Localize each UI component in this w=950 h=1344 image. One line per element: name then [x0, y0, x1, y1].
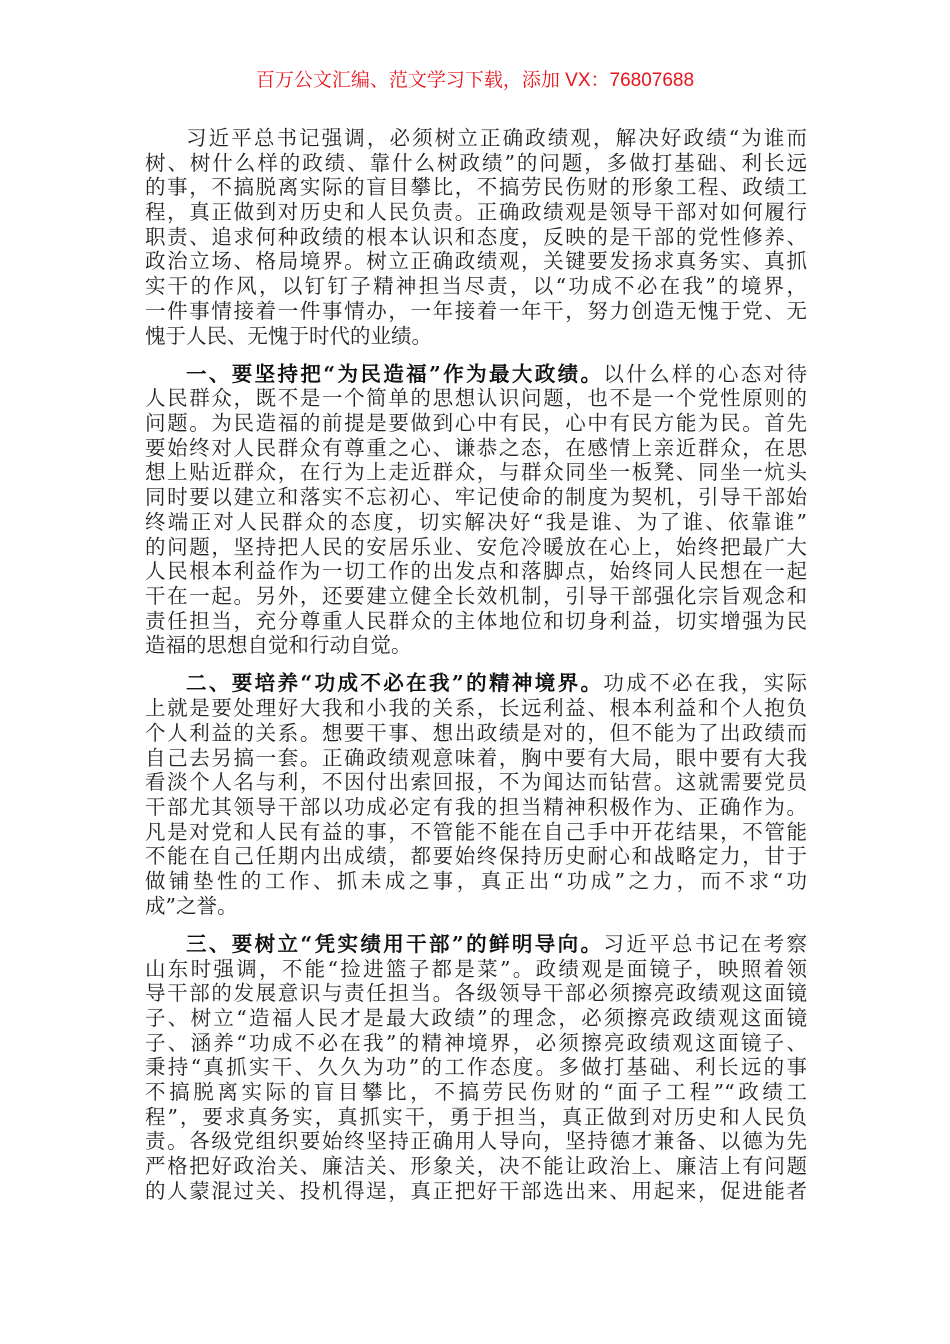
line-text: 人民群众，既不是一个简单的思想认识问题，也不是一个党性原则的: [145, 386, 807, 411]
line-text: 实干的作风，以钉钉子精神担当尽责，以“功成不必在我”的境界，: [145, 274, 807, 299]
line-text: 职责、追求何种政绩的根本认识和态度，反映的是干部的党性修养、: [145, 224, 807, 249]
text-line: [145, 696, 807, 721]
text-line: [145, 225, 807, 250]
line-text: 个人利益的关系。想要干事、想出政绩是对的，但不能为了出政绩而: [145, 720, 807, 745]
line-text: 树、树什么样的政绩、靠什么树政绩”的问题，多做打基础、利长远: [145, 150, 807, 175]
text-line: [145, 200, 807, 225]
text-line: [145, 126, 807, 151]
text-line: [145, 932, 807, 957]
intro-paragraph: [145, 126, 807, 348]
text-line: [145, 957, 807, 982]
line-text: 一件事情接着一件事情办，一年接着一年干，努力创造无愧于党、无: [145, 298, 807, 323]
line-text: 问题。为民造福的前提是要做到心中有民，心中有民方能为民。首先: [145, 411, 807, 436]
text-line: [145, 1179, 807, 1204]
text-line: [145, 770, 807, 795]
section-paragraph: [145, 932, 807, 1204]
text-line: [145, 584, 807, 609]
text-line: [145, 274, 807, 299]
text-line: [145, 869, 807, 894]
line-text: 政治立场、格局境界。树立正确政绩观，关键要发扬求真务实、真抓: [145, 249, 807, 274]
section-heading: 一、要坚持把“为民造福”作为最大政绩。: [186, 361, 604, 386]
text-line: [145, 460, 807, 485]
line-text: 习近平总书记在考察: [603, 931, 807, 956]
line-text: 不能在自己任期内出成绩，都要始终保持历史耐心和战略定力，甘于: [145, 844, 807, 869]
text-line: [145, 721, 807, 746]
text-line: [145, 151, 807, 176]
line-text: 同时要以建立和落实不忘初心、牢记使命的制度为契机，引导干部始: [145, 485, 807, 510]
line-text: 不搞脱离实际的盲目攀比，不搞劳民伤财的“面子工程”“政绩工: [145, 1079, 807, 1104]
text-line: [145, 249, 807, 274]
text-line: [145, 671, 807, 696]
section-heading: 二、要培养“功成不必在我”的精神境界。: [186, 671, 604, 696]
text-line: [145, 844, 807, 869]
section-paragraph: [145, 671, 807, 918]
text-line: [145, 436, 807, 461]
section-paragraph: [145, 362, 807, 658]
text-line: [145, 746, 807, 771]
text-line: [145, 894, 807, 919]
line-text: 导干部的发展意识与责任担当。各级领导干部必须擦亮政绩观这面镜: [145, 981, 807, 1006]
text-line: [145, 1006, 807, 1031]
line-text: 的人蒙混过关、投机得逞，真正把好干部选出来、用起来，促进能者: [145, 1178, 807, 1203]
line-text: 山东时强调，不能“捡进篮子都是菜”。政绩观是面镜子，映照着领: [145, 956, 807, 981]
section-heading: 三、要树立“凭实绩用干部”的鲜明导向。: [186, 931, 604, 956]
text-line: [145, 411, 807, 436]
line-text: 以什么样的心态对待: [603, 361, 807, 386]
text-line: [145, 175, 807, 200]
line-text: 成”之誉。: [145, 893, 238, 918]
text-line: [145, 299, 807, 324]
line-text: 自己去另搞一套。正确政绩观意味着，胸中要有大局，眼中要有大我: [145, 745, 807, 770]
line-text: 子、涵养“功成不必在我”的精神境界，必须擦亮政绩观这面镜子、: [145, 1030, 807, 1055]
text-line: [145, 559, 807, 584]
text-line: [145, 324, 807, 349]
line-text: 严格把好政治关、廉洁关、形象关，决不能让政治上、廉洁上有问题: [145, 1154, 807, 1178]
line-text: 凡是对党和人民有益的事，不管能不能在自己手中开花结果，不管能: [145, 819, 807, 844]
line-text: 想上贴近群众，在行为上走近群众，与群众同坐一板凳、同坐一炕头: [145, 460, 807, 485]
text-line: [145, 633, 807, 658]
line-text: 程，真正做到对历史和人民负责。正确政绩观是领导干部对如何履行: [145, 200, 807, 225]
line-text: 功成不必在我，实际: [603, 671, 807, 696]
line-text: 程”，要求真务实，真抓实干，勇于担当，真正做到对历史和人民负: [145, 1104, 807, 1129]
line-text: 秉持“真抓实干、久久为功”的工作态度。多做打基础、利长远的事: [145, 1055, 807, 1080]
text-line: [145, 609, 807, 634]
text-line: [145, 795, 807, 820]
line-text: 上就是要处理好大我和小我的关系，长远利益、根本利益和个人抱负: [145, 696, 807, 721]
line-text: 人民根本利益作为一切工作的出发点和落脚点，始终同人民想在一起: [145, 559, 807, 584]
text-line: [145, 386, 807, 411]
document-body: [145, 126, 807, 1217]
text-line: [145, 535, 807, 560]
line-text: 愧于人民、无愧于时代的业绩。: [145, 323, 432, 348]
line-text: 习近平总书记强调，必须树立正确政绩观，解决好政绩“为谁而: [186, 126, 807, 150]
line-text: 做铺垫性的工作、抓未成之事，真正出“功成”之力，而不求“功: [145, 868, 807, 893]
text-line: [145, 1105, 807, 1130]
text-line: [145, 510, 807, 535]
watermark-banner: 百万公文汇编、范文学习下载，添加 VX：76807688: [255, 70, 695, 91]
line-text: 干在一起。另外，还要建立健全长效机制，引导干部强化宗旨观念和: [145, 583, 807, 608]
text-line: [145, 1031, 807, 1056]
line-text: 要始终对人民群众有尊重之心、谦恭之态，在感情上亲近群众，在思: [145, 435, 807, 460]
line-text: 看淡个人名与利，不因付出索回报，不为闻达而钻营。这就需要党员: [145, 770, 807, 795]
text-line: [145, 1129, 807, 1154]
text-line: [145, 1154, 807, 1179]
line-text: 干部尤其领导干部以功成必定有我的担当精神积极作为、正确作为。: [145, 794, 807, 819]
text-line: [145, 820, 807, 845]
text-line: [145, 981, 807, 1006]
line-text: 责任担当，充分尊重人民群众的主体地位和切身利益，切实增强为民: [145, 608, 807, 633]
text-line: [145, 362, 807, 387]
line-text: 的问题，坚持把人民的安居乐业、安危冷暖放在心上，始终把最广大: [145, 534, 807, 559]
text-line: [145, 1055, 807, 1080]
line-text: 的事，不搞脱离实际的盲目攀比，不搞劳民伤财的形象工程、政绩工: [145, 175, 807, 200]
text-line: [145, 1080, 807, 1105]
line-text: 终端正对人民群众的态度，切实解决好“我是谁、为了谁、依靠谁”: [145, 509, 807, 534]
line-text: 责。各级党组织要始终坚持正确用人导向，坚持德才兼备、以德为先: [145, 1129, 807, 1154]
line-text: 造福的思想自觉和行动自觉。: [145, 633, 412, 658]
line-text: 子、树立“造福人民才是最大政绩”的理念，必须擦亮政绩观这面镜: [145, 1005, 807, 1030]
text-line: [145, 485, 807, 510]
